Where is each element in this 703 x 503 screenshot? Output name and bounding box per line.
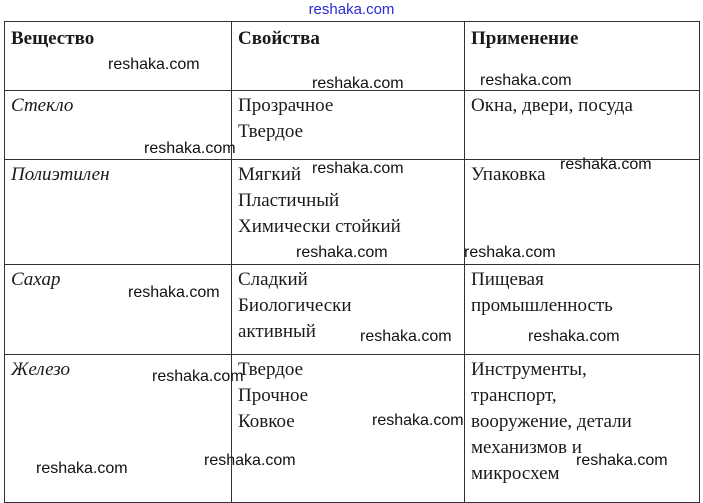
application-line: Упаковка	[471, 164, 546, 185]
application-line: транспорт,	[471, 385, 557, 406]
application-line: промышленность	[471, 295, 613, 316]
property-line: Твердое	[238, 359, 304, 380]
application-cell	[465, 265, 700, 355]
watermark: reshaka.com	[312, 75, 404, 92]
table-row	[5, 160, 700, 265]
application-line: вооружение, детали	[471, 411, 632, 432]
properties-cell	[232, 355, 465, 503]
properties-cell	[232, 160, 465, 265]
watermark: reshaka.com	[204, 452, 296, 469]
watermark: reshaka.com	[152, 368, 244, 385]
watermark: reshaka.com	[36, 460, 128, 477]
application-line: Пищевая	[471, 269, 544, 290]
substance-cell: Железо	[5, 355, 232, 503]
watermark: reshaka.com	[128, 284, 220, 301]
application-line: Инструменты,	[471, 359, 587, 380]
watermark: reshaka.com	[464, 244, 556, 261]
application-line: Окна, двери, посуда	[471, 95, 633, 116]
header-properties: Свойства	[232, 22, 465, 91]
substance-cell: Стекло	[5, 91, 232, 160]
watermark: reshaka.com	[108, 56, 200, 73]
table-row	[5, 355, 700, 503]
property-line: Мягкий	[238, 164, 301, 185]
watermark: reshaka.com	[372, 412, 464, 429]
site-watermark-top: reshaka.com	[308, 1, 395, 18]
properties-cell	[232, 265, 465, 355]
watermark: reshaka.com	[560, 156, 652, 173]
application-line: механизмов и	[471, 437, 582, 458]
substance-cell: Полиэтилен	[5, 160, 232, 265]
property-line: Прозрачное	[238, 95, 334, 116]
watermark: reshaka.com	[576, 452, 668, 469]
property-line: Твердое	[238, 121, 304, 142]
application-cell	[465, 91, 700, 160]
application-cell	[465, 160, 700, 265]
property-line: Химически стойкий	[238, 216, 401, 237]
watermark: reshaka.com	[144, 140, 236, 157]
substance-cell: Сахар	[5, 265, 232, 355]
property-line: Прочное	[238, 385, 309, 406]
watermark: reshaka.com	[312, 160, 404, 177]
property-line: Пластичный	[238, 190, 340, 211]
property-line: Биологически	[238, 295, 352, 316]
application-line: микросхем	[471, 463, 560, 484]
application-cell	[465, 355, 700, 503]
watermark: reshaka.com	[480, 72, 572, 89]
substances-table	[4, 21, 700, 503]
table-row	[5, 265, 700, 355]
properties-cell	[232, 91, 465, 160]
property-line: активный	[238, 321, 316, 342]
property-line: Сладкий	[238, 269, 308, 290]
table-header-row	[5, 22, 700, 91]
header-application: Применение	[465, 22, 700, 91]
table-row	[5, 91, 700, 160]
header-substance: Вещество	[5, 22, 232, 91]
watermark: reshaka.com	[528, 328, 620, 345]
property-line: Ковкое	[238, 411, 295, 432]
watermark: reshaka.com	[296, 244, 388, 261]
watermark: reshaka.com	[360, 328, 452, 345]
